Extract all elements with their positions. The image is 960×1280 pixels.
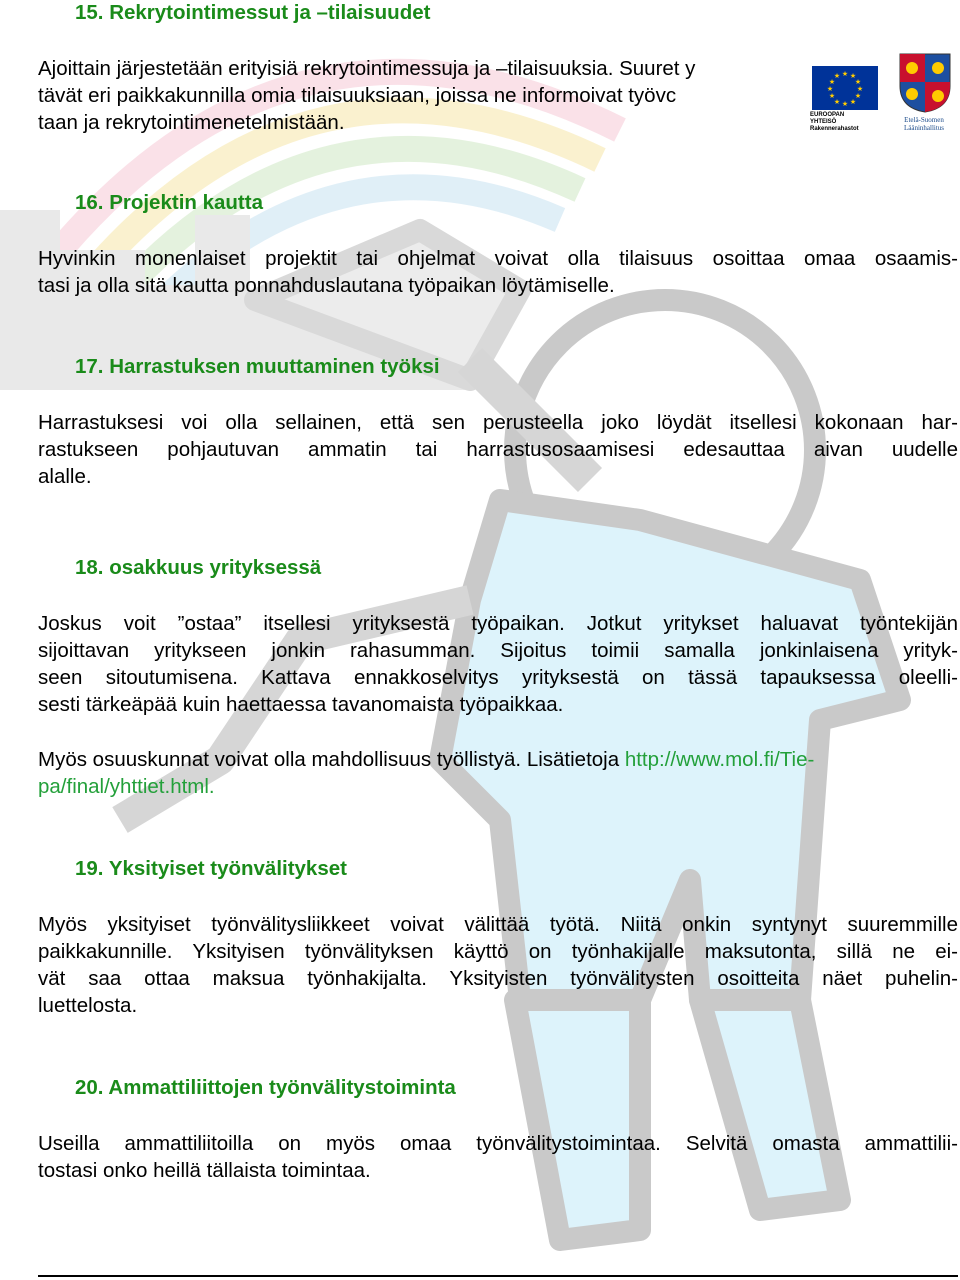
logo-area (810, 52, 960, 142)
section-paragraph (38, 1130, 958, 1184)
eu-caption-line: EUROOPAN (810, 112, 845, 118)
paragraph-line: alalle. (38, 465, 92, 488)
paragraph-line: rastukseen pohjautuvan ammatin tai harrastusosaamisesi edesauttaa aivan uudelle (38, 438, 958, 461)
section-heading: 15. Rekrytointimessut ja –tilaisuudet (75, 1, 431, 24)
svg-text:★: ★ (854, 78, 862, 86)
section-heading: 16. Projektin kautta (75, 191, 263, 214)
svg-text:★: ★ (828, 92, 836, 100)
svg-text:★: ★ (841, 100, 849, 108)
paragraph-line (38, 746, 958, 773)
svg-text:★: ★ (849, 98, 857, 106)
section-heading: 20. Ammattiliittojen työnvälitystoiminta (75, 1076, 456, 1099)
paragraph-line: Useilla ammattiliitoilla on myös omaa työnvälitystoimintaa. Selvitä omasta ammattilii- (38, 1132, 958, 1155)
svg-text:★: ★ (833, 72, 841, 80)
svg-text:★: ★ (849, 72, 857, 80)
coat-of-arms-icon (898, 52, 952, 114)
mol-link-continued[interactable]: pa/final/yhttiet.html. (38, 775, 215, 798)
paragraph-line: tostasi onko heillä tällaista toimintaa. (38, 1159, 371, 1182)
paragraph-line: tasi ja olla sitä kautta ponnahduslautana työpaikan löytämiselle. (38, 274, 615, 297)
svg-text:★: ★ (828, 78, 836, 86)
paragraph-line: luettelosta. (38, 994, 138, 1017)
paragraph-line: Harrastuksesi voi olla sellainen, että sen perusteella joko löydät itsellesi kokonaan har- (38, 411, 958, 434)
svg-text:★: ★ (841, 70, 849, 78)
paragraph-line: Joskus voit ”ostaa” itsellesi yrityksestä työpaikan. Jotkut yritykset haluavat työntekijän (38, 612, 958, 635)
svg-text:★: ★ (856, 85, 864, 93)
eu-caption (810, 112, 859, 133)
paragraph-line: sesti tärkeäpää kuin haettaessa tavanomaista työpaikkaa. (38, 693, 564, 716)
paragraph-line: sijoittavan yritykseen jonkin rahasumman. Sijoitus toimii samalla jonkinlaisena yrityk- (38, 639, 958, 662)
svg-text:★: ★ (826, 85, 834, 93)
etela-caption-line: Etelä-Suomen (904, 116, 944, 124)
svg-text:★: ★ (833, 98, 841, 106)
paragraph-line: Hyvinkin monenlaiset projektit tai ohjelmat voivat olla tilaisuus osoittaa omaa osaamis- (38, 247, 958, 270)
paragraph-line (38, 773, 958, 800)
section-heading: 17. Harrastuksen muuttaminen työksi (75, 355, 440, 378)
section-paragraph (38, 610, 958, 718)
eu-stars-icon (812, 66, 878, 110)
paragraph-line: Ajoittain järjestetään erityisiä rekrytointimessuja ja –tilaisuuksia. Suuret y (38, 57, 696, 80)
section-heading: 19. Yksityiset työnvälitykset (75, 857, 347, 880)
etela-caption-line: Lääninhallitus (903, 124, 945, 132)
eu-caption-line: Rakennerahastot (810, 126, 859, 132)
section-paragraph (38, 911, 958, 1019)
mol-link[interactable]: http://www.mol.fi/Tie- (624, 748, 815, 771)
paragraph-line: paikkakunnille. Yksityisen työnvälityksen käyttö on työnhakijalle maksutonta, sillä ne ei- (38, 940, 958, 963)
section-paragraph (38, 746, 958, 800)
etela-suomen-caption (888, 116, 960, 132)
paragraph-line: Myös yksityiset työnvälitysliikkeet voivat välittää työtä. Niitä onkin syntynyt suuremmille (38, 913, 958, 936)
eu-caption-line: YHTEISÖ (810, 119, 837, 125)
paragraph-text: Myös osuuskunnat voivat olla mahdollisuus työllistyä. Lisätietoja (38, 748, 625, 771)
section-heading: 18. osakkuus yrityksessä (75, 556, 322, 579)
footer-rule (38, 1275, 958, 1277)
paragraph-line: tävät eri paikkakunnilla omia tilaisuuksiaan, joissa ne informoivat työvc (38, 84, 677, 107)
eu-flag-logo (812, 66, 878, 110)
paragraph-line: seen sitoutumisena. Kattava ennakkoselvitys yrityksestä on tässä tapauksessa oleelli- (38, 666, 958, 689)
section-paragraph (38, 409, 958, 490)
svg-text:★: ★ (854, 92, 862, 100)
paragraph-line: vät saa ottaa maksua työnhakijalta. Yksityisten työnvälitysten osoitteita näet puhelin- (38, 967, 958, 990)
paragraph-line: taan ja rekrytointimenetelmistään. (38, 111, 345, 134)
section-paragraph (38, 245, 958, 299)
